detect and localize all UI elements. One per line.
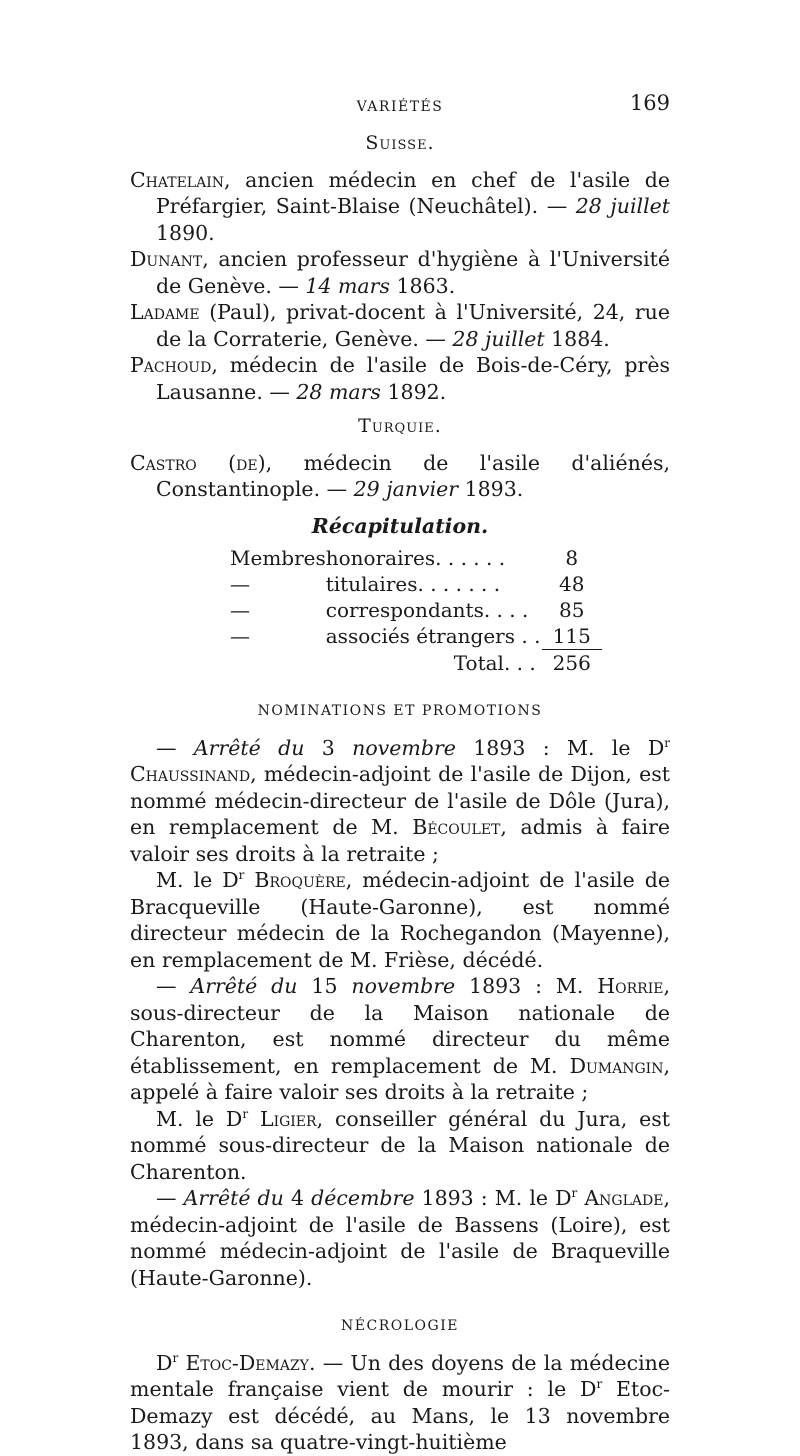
member-name: Castro (de) (130, 450, 266, 475)
obituary-paragraph: $D^r$ Etoc-Demazy. — Un des doyens de la médecine mentale française vient de mourir : le $D^r$ Etoc-Demazy est décédé, au Mans, le 13 novembre 1893, dans sa quatre-vingt-huitième (130, 1350, 670, 1454)
recap-row: — correspondants. . . . 85 (230, 598, 585, 622)
page (130, 90, 670, 1456)
section-heading-nominations: NOMINATIONS ET PROMOTIONS (257, 703, 543, 719)
person-name: Anglade (584, 1186, 664, 1210)
recap-total-row: Total. . . 256 (230, 650, 602, 677)
section-heading-turquie: Turquie. (358, 415, 442, 437)
recap-total-value: 256 (552, 651, 591, 675)
person-name: Broquère (254, 868, 346, 892)
nomination-paragraph: — Arrêté du 3 novembre 1893 : M. le $D^r$ Chaussinand, médecin-adjoint de l'asile de Dijon, est nommé médecin-directeur de l'asile de Dôle (Jura), en remplacement de M. Bécoulet, admis à faire valoir ses droits à la retraite ; (130, 735, 671, 866)
page-number: 169 (629, 91, 670, 115)
person-name: Bécoulet (412, 815, 501, 839)
member-entry: Dunant, ancien professeur d'hygiène à l'Université de Genève. — 14 mars 1863. (130, 247, 670, 298)
member-entry: Pachoud, médecin de l'asile de Bois-de-Céry, près Lausanne. — 28 mars 1892. (130, 353, 670, 404)
member-entry: Chatelain, ancien médecin en chef de l'asile de Préfargier, Saint-Blaise (Neuchâtel). — 28 juillet 1890. (130, 167, 670, 245)
running-title: VARIÉTÉS (356, 99, 444, 115)
member-entry: Ladame (Paul), privat-docent à l'Université, 24, rue de la Corraterie, Genève. — 28 juillet 1884. (130, 300, 670, 351)
section-heading-suisse: Suisse. (365, 132, 435, 154)
member-entry: Castro (de), médecin de l'asile d'aliénés, Constantinople. — 29 janvier 1893. (130, 450, 670, 501)
recap-table (230, 545, 602, 676)
nomination-paragraph: — Arrêté du 15 novembre 1893 : M. Horrie, sous-directeur de la Maison nationale de Charenton, est nommé directeur du même établissement, en remplacement de M. Dumangin, appelé à faire valoir ses droits à la retraite ; (130, 974, 670, 1104)
nomination-paragraph: — Arrêté du 4 décembre 1893 : M. le $D^r$ Anglade, médecin-adjoint de l'asile de Bassens (Loire), est nommé médecin-adjoint de l'asile de Braqueville (Haute-Garonne). (130, 1186, 670, 1290)
recap-row: — titulaires. . . . . . . 48 (230, 572, 585, 596)
recap-row: — associés étrangers . . 115 (230, 623, 602, 650)
member-name: Ladame (130, 300, 200, 324)
nomination-paragraph: M. le $D^r$ Ligier, conseiller général du Jura, est nommé sous-directeur de la Maison nationale de Charenton. (130, 1106, 670, 1184)
running-head (130, 90, 670, 116)
person-name: Ligier (259, 1106, 317, 1131)
person-name: Etoc-Demazy (185, 1350, 309, 1375)
recap-row: Membres honoraires. . . . . . 8 (230, 546, 579, 570)
member-name: Dunant (130, 247, 203, 271)
member-name: Chatelain (130, 167, 224, 192)
person-name: Chaussinand (130, 762, 251, 786)
recap-title: Récapitulation. (311, 513, 489, 538)
nomination-paragraph: M. le $D^r$ Broquère, médecin-adjoint de l'asile de Bracqueville (Haute-Garonne), est nommé directeur médecin de la Rochegandon (Mayenne), en remplacement de M. Frièse, décédé. (130, 868, 670, 972)
person-name: Dumangin (569, 1053, 664, 1078)
section-heading-necrologie: NÉCROLOGIE (341, 1318, 459, 1334)
member-name: Pachoud (130, 353, 212, 377)
person-name: Horrie (597, 974, 664, 998)
